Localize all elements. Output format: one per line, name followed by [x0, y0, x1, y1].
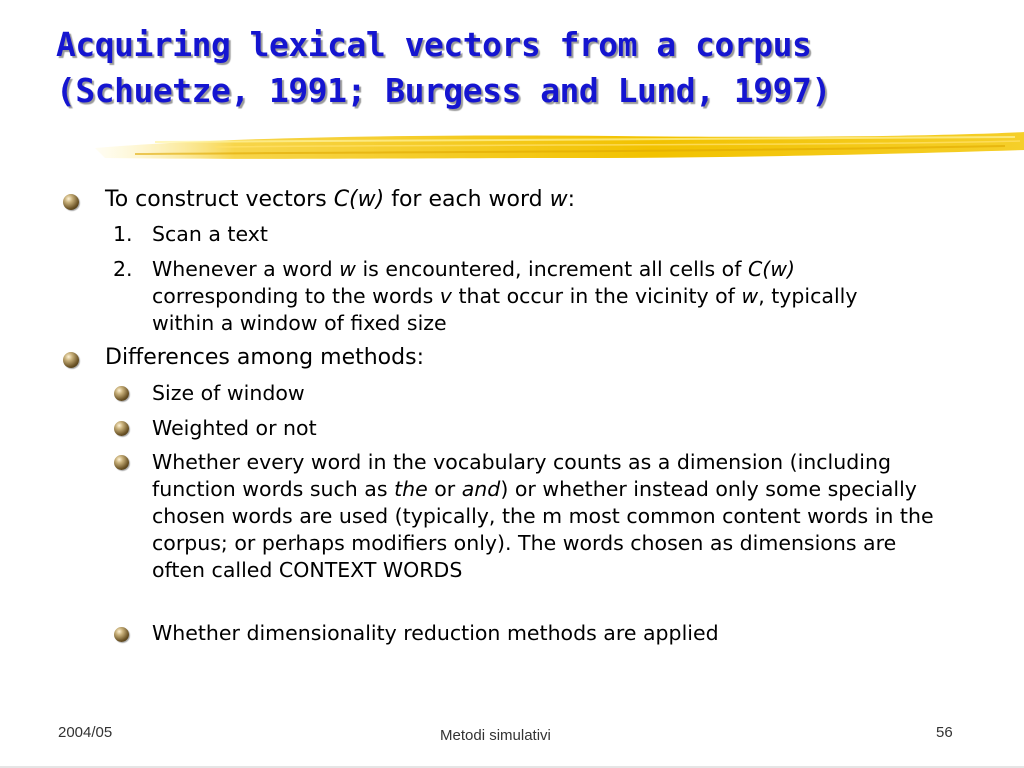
math-w: w: [549, 187, 568, 212]
word-the: the: [394, 477, 428, 501]
step-number-1: 1.: [113, 222, 133, 246]
bullet-icon: [114, 455, 129, 470]
bullet-icon: [63, 194, 79, 210]
text-span: ) or whether instead only some specially chosen words are used (typically, the m most common content words in the corpus; or perhaps modifiers only). The words chosen as dimensions are often called CONTEXT WORDS: [152, 477, 934, 582]
math-w: w: [741, 284, 759, 308]
sub-size-of-window: Size of window: [152, 381, 305, 405]
math-cw: C(w): [747, 257, 796, 281]
text-span: , typically within a window of fixed size: [152, 284, 858, 335]
text-span: :: [567, 187, 575, 212]
slide-title-line-1: Acquiring lexical vectors from a corpus: [56, 25, 812, 64]
step-increment-cells: [152, 256, 912, 337]
sub-weighted: Weighted or not: [152, 416, 317, 440]
step-number-2: 2.: [113, 257, 133, 281]
math-w: w: [339, 257, 356, 281]
text-span: Whenever a word: [152, 257, 340, 281]
word-and: and: [461, 477, 501, 501]
footer-page-number: 56: [936, 724, 953, 741]
bullet-construct-vectors: [105, 186, 575, 214]
math-v: v: [439, 284, 452, 308]
text-span: corresponding to the words: [152, 284, 440, 308]
math-cw: C(w): [333, 187, 385, 212]
bullet-icon: [114, 386, 129, 401]
text-span: To construct vectors: [105, 187, 334, 212]
text-span: or: [427, 477, 462, 501]
text-span: for each word: [384, 187, 550, 212]
bullet-icon: [114, 627, 129, 642]
bullet-differences: Differences among methods:: [105, 345, 424, 370]
bullet-icon: [114, 421, 129, 436]
footer-title: Metodi simulativi: [440, 727, 551, 744]
step-scan-text: Scan a text: [152, 222, 268, 246]
text-span: Whether every word in the vocabulary counts as a dimension (including function words such as: [152, 450, 891, 501]
sub-dimensionality-reduction: Whether dimensionality reduction methods are applied: [152, 621, 719, 645]
bullet-icon: [63, 352, 79, 368]
sub-vocabulary-dimension: [152, 449, 937, 584]
slide-title-line-2: (Schuetze, 1991; Burgess and Lund, 1997): [56, 71, 831, 110]
footer-date: 2004/05: [58, 724, 113, 741]
text-span: is encountered, increment all cells of: [355, 257, 748, 281]
text-span: that occur in the vicinity of: [451, 284, 742, 308]
